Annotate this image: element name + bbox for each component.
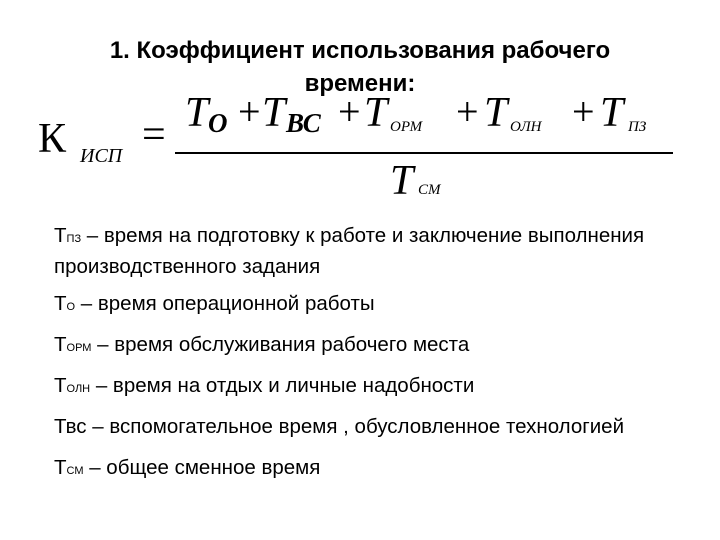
definition-item: [54, 372, 694, 403]
definition-item: [54, 454, 694, 485]
definition-symbol-sub: ОЛН: [66, 383, 91, 395]
title-line-2: времени:: [304, 70, 416, 97]
definition-symbol: Т: [54, 456, 67, 479]
formula-equals: =: [142, 112, 166, 158]
definition-symbol-sub: О: [66, 301, 76, 313]
numerator-t-orm: T: [364, 90, 388, 136]
numerator-sub-pz: ПЗ: [628, 119, 647, 135]
numerator-sub-o: О: [208, 108, 228, 138]
numerator-sub-vs: ВС: [286, 108, 321, 138]
numerator-sub-oln: ОЛН: [510, 119, 542, 135]
definitions-list: [54, 222, 694, 485]
definition-symbol: Твс: [54, 415, 87, 438]
definition-symbol: Т: [54, 333, 67, 356]
title-line-1: 1. Коэффициент использования рабочего: [109, 37, 611, 64]
numerator-t-oln: T: [484, 90, 508, 136]
numerator-plus-2: +: [338, 89, 361, 134]
definition-symbol-sub: ПЗ: [66, 233, 82, 245]
definition-text: – время на отдых и личные надобности: [90, 374, 475, 397]
definition-symbol: Т: [54, 374, 67, 397]
definition-symbol-sub: ОРМ: [66, 342, 92, 354]
definition-text: – вспомогательное время , обусловленное технологией: [86, 415, 625, 438]
definition-text: – время обслуживания рабочего места: [91, 333, 470, 356]
definition-item: [54, 331, 694, 362]
denominator-sub-sm: СМ: [418, 182, 441, 198]
numerator-plus-3: +: [456, 89, 479, 134]
denominator-t-sm: T: [390, 158, 414, 204]
formula-lhs-sub: ИСП: [80, 145, 123, 167]
numerator-t-o: T: [185, 90, 209, 136]
definition-symbol: Т: [54, 224, 67, 247]
fraction-bar: [175, 152, 673, 154]
definition-item: [54, 413, 694, 444]
definition-text: – время на подготовку к работе и заключение выполнения производственного задания: [54, 224, 645, 278]
formula: [0, 0, 720, 210]
definition-text: – время операционной работы: [75, 292, 375, 315]
numerator-t-vs: T: [262, 90, 286, 136]
definition-symbol-sub: СМ: [66, 465, 84, 477]
formula-lhs: К: [38, 116, 67, 162]
numerator-plus-1: +: [238, 89, 261, 134]
definition-item: [54, 290, 694, 321]
definition-item: [54, 222, 694, 280]
numerator-t-pz: T: [600, 90, 624, 136]
numerator-plus-4: +: [572, 89, 595, 134]
definition-symbol: Т: [54, 292, 67, 315]
definition-text: – общее сменное время: [83, 456, 321, 479]
numerator-sub-orm: ОРМ: [390, 119, 423, 135]
